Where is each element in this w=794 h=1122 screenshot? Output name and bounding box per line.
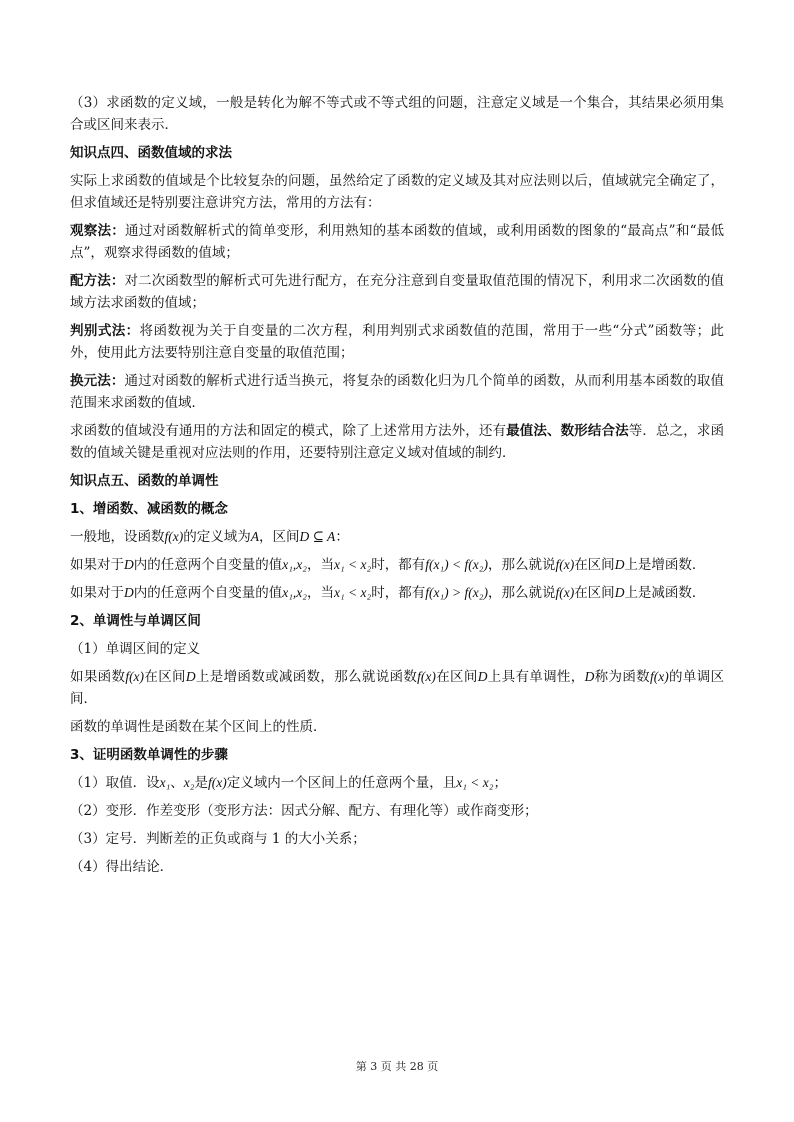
subheading-monotonic-interval: 2、单调性与单调区间 (70, 613, 201, 629)
paragraph-range-intro: 实际上求函数的值域是个比较复杂的问题，虽然给定了函数的定义域及其对应法则以后，值域就完全确定了，但求值域还是特别要注意讲究方法，常用的方法有： (70, 173, 724, 211)
subheading-proof-steps: 3、证明函数单调性的步骤 (70, 747, 228, 763)
step-3: （3）定号．判断差的正负或商与 1 的大小关系； (70, 831, 366, 847)
method-substitution: 换元法：通过对函数的解析式进行适当换元，将复杂的函数化归为几个简单的函数，从而利用基本函数的取值范围来求函数的值域． (70, 373, 725, 411)
method-observation: 观察法：通过对函数解析式的简单变形，利用熟知的基本函数的值域，或利用函数的图象的“最高点”和“最低点”，观察求得函数的值域； (70, 223, 724, 261)
method-completing-square: 配方法：对二次函数型的解析式可先进行配方，在充分注意到自变量取值范围的情况下，利用求二次函数的值域方法求函数的值域； (70, 273, 725, 311)
subheading-increasing-decreasing: 1、增函数、减函数的概念 (70, 501, 228, 517)
method-label: 换元法： (70, 373, 125, 389)
page-footer: 第 3 页 共 28 页 (355, 1060, 439, 1073)
paragraph-monotonic-property: 函数的单调性是函数在某个区间上的性质． (70, 719, 327, 735)
step-4: （4）得出结论． (70, 859, 174, 875)
item-interval-definition: （1）单调区间的定义 (70, 641, 201, 657)
method-discriminant: 判别式法：将函数视为关于自变量的二次方程，利用判别式求函数值的范围，常用于一些“分式”函数等；此外，使用此方法要特别注意自变量的取值范围； (70, 323, 724, 361)
method-label: 配方法： (70, 273, 125, 289)
heading-range-methods: 知识点四、函数值域的求法 (70, 145, 232, 161)
paragraph-domain-note: （3）求函数的定义域，一般是转化为解不等式或不等式组的问题，注意定义域是一个集合，其结果必须用集合或区间来表示． (70, 95, 724, 133)
paragraph-general-setup: 一般地，设函数f(x)的定义域为A，区间D ⊆ A： (70, 529, 349, 545)
page-content (70, 92, 724, 884)
definition-decreasing: 如果对于D内的任意两个自变量的值x₁,x₂，当x₁ < x₂时，都有f(x₁) > f(x₂)，那么就说f(x)在区间D上是减函数． (70, 585, 706, 601)
paragraph-interval-definition: 如果函数f(x)在区间D上是增函数或减函数，那么就说函数f(x)在区间D上具有单调性，D称为函数f(x)的单调区间． (70, 669, 725, 707)
method-label: 判别式法： (70, 323, 140, 339)
paragraph-range-summary: 求函数的值域没有通用的方法和固定的模式，除了上述常用方法外，还有最值法、数形结合法等．总之，求函数的值域关键是重视对应法则的作用，还要特别注意定义域对值域的制约． (70, 423, 725, 461)
step-1: （1）取值．设x₁、x₂是f(x)定义域内一个区间上的任意两个量，且x₁ < x₂； (70, 775, 507, 791)
heading-monotonicity: 知识点五、函数的单调性 (70, 473, 219, 489)
method-label: 观察法： (70, 223, 126, 239)
definition-increasing: 如果对于D内的任意两个自变量的值x₁,x₂，当x₁ < x₂时，都有f(x₁) < f(x₂)，那么就说f(x)在区间D上是增函数． (70, 557, 706, 573)
step-2: （2）变形．作差变形（变形方法：因式分解、配方、有理化等）或作商变形； (70, 803, 538, 819)
